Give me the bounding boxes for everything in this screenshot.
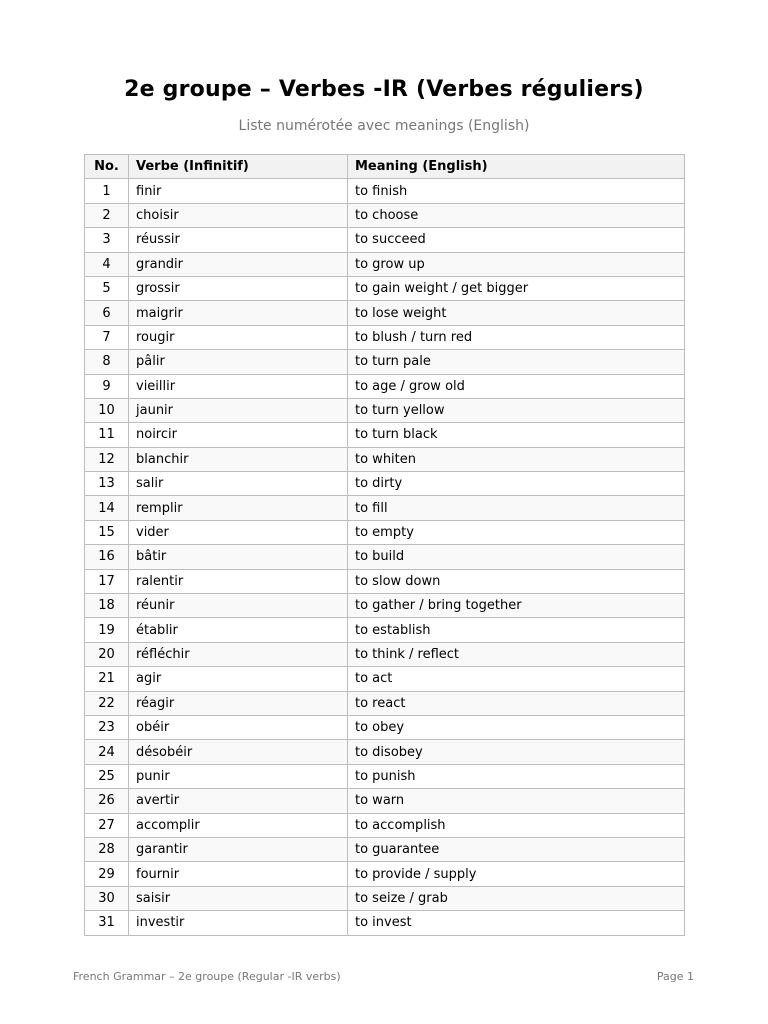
table-row	[85, 398, 685, 422]
table-row	[85, 276, 685, 300]
row-number: 9	[85, 374, 129, 398]
verb-infinitive: grossir	[129, 276, 348, 300]
table-row	[85, 252, 685, 276]
verb-meaning: to warn	[348, 789, 685, 813]
table-row	[85, 715, 685, 739]
table-header-row	[85, 155, 685, 179]
verb-meaning: to whiten	[348, 447, 685, 471]
table-row	[85, 325, 685, 349]
row-number: 6	[85, 301, 129, 325]
page-title: 2e groupe – Verbes -IR (Verbes réguliers)	[124, 77, 644, 102]
verb-infinitive: maigrir	[129, 301, 348, 325]
verb-meaning: to blush / turn red	[348, 325, 685, 349]
row-number: 17	[85, 569, 129, 593]
page-subtitle: Liste numérotée avec meanings (English)	[238, 118, 530, 134]
verb-meaning: to disobey	[348, 740, 685, 764]
table-body	[85, 179, 685, 935]
verb-meaning: to turn pale	[348, 350, 685, 374]
table-row	[85, 667, 685, 691]
row-number: 23	[85, 715, 129, 739]
table-row	[85, 520, 685, 544]
row-number: 24	[85, 740, 129, 764]
row-number: 10	[85, 398, 129, 422]
row-number: 20	[85, 642, 129, 666]
table-row	[85, 594, 685, 618]
verb-infinitive: agir	[129, 667, 348, 691]
table-row	[85, 203, 685, 227]
table-row	[85, 837, 685, 861]
table-row	[85, 545, 685, 569]
verb-infinitive: choisir	[129, 203, 348, 227]
verb-meaning: to obey	[348, 715, 685, 739]
row-number: 11	[85, 423, 129, 447]
table-row	[85, 423, 685, 447]
table-row	[85, 496, 685, 520]
row-number: 29	[85, 862, 129, 886]
verb-meaning: to guarantee	[348, 837, 685, 861]
verb-meaning: to provide / supply	[348, 862, 685, 886]
row-number: 5	[85, 276, 129, 300]
verb-meaning: to turn yellow	[348, 398, 685, 422]
footer-title: French Grammar – 2e groupe (Regular -IR verbs)	[73, 970, 341, 983]
row-number: 31	[85, 911, 129, 935]
verb-meaning: to build	[348, 545, 685, 569]
verb-table	[84, 154, 685, 936]
verb-meaning: to think / reflect	[348, 642, 685, 666]
table-row	[85, 886, 685, 910]
verb-infinitive: réagir	[129, 691, 348, 715]
verb-infinitive: noircir	[129, 423, 348, 447]
table-row	[85, 764, 685, 788]
verb-infinitive: remplir	[129, 496, 348, 520]
verb-meaning: to empty	[348, 520, 685, 544]
verb-meaning: to gain weight / get bigger	[348, 276, 685, 300]
table-row	[85, 301, 685, 325]
verb-meaning: to invest	[348, 911, 685, 935]
table-row	[85, 179, 685, 203]
row-number: 25	[85, 764, 129, 788]
row-number: 4	[85, 252, 129, 276]
row-number: 27	[85, 813, 129, 837]
table-row	[85, 374, 685, 398]
verb-infinitive: ralentir	[129, 569, 348, 593]
verb-infinitive: finir	[129, 179, 348, 203]
row-number: 7	[85, 325, 129, 349]
verb-meaning: to gather / bring together	[348, 594, 685, 618]
row-number: 8	[85, 350, 129, 374]
verb-infinitive: fournir	[129, 862, 348, 886]
row-number: 30	[85, 886, 129, 910]
verb-infinitive: blanchir	[129, 447, 348, 471]
table-row	[85, 350, 685, 374]
table-row	[85, 447, 685, 471]
header-number: No.	[85, 155, 129, 179]
row-number: 15	[85, 520, 129, 544]
verb-infinitive: rougir	[129, 325, 348, 349]
header-meaning: Meaning (English)	[348, 155, 685, 179]
verb-infinitive: investir	[129, 911, 348, 935]
verb-infinitive: vieillir	[129, 374, 348, 398]
row-number: 1	[85, 179, 129, 203]
verb-meaning: to choose	[348, 203, 685, 227]
row-number: 22	[85, 691, 129, 715]
verb-infinitive: salir	[129, 472, 348, 496]
table-row	[85, 228, 685, 252]
verb-infinitive: désobéir	[129, 740, 348, 764]
verb-infinitive: garantir	[129, 837, 348, 861]
verb-meaning: to lose weight	[348, 301, 685, 325]
verb-infinitive: saisir	[129, 886, 348, 910]
row-number: 18	[85, 594, 129, 618]
verb-infinitive: jaunir	[129, 398, 348, 422]
verb-meaning: to slow down	[348, 569, 685, 593]
table-row	[85, 642, 685, 666]
row-number: 28	[85, 837, 129, 861]
table-row	[85, 691, 685, 715]
page-number: Page 1	[656, 970, 694, 983]
row-number: 12	[85, 447, 129, 471]
verb-meaning: to act	[348, 667, 685, 691]
table-row	[85, 789, 685, 813]
verb-infinitive: obéir	[129, 715, 348, 739]
verb-meaning: to react	[348, 691, 685, 715]
verb-meaning: to age / grow old	[348, 374, 685, 398]
verb-meaning: to grow up	[348, 252, 685, 276]
verb-meaning: to accomplish	[348, 813, 685, 837]
row-number: 21	[85, 667, 129, 691]
verb-meaning: to succeed	[348, 228, 685, 252]
verb-infinitive: réfléchir	[129, 642, 348, 666]
verb-infinitive: accomplir	[129, 813, 348, 837]
row-number: 19	[85, 618, 129, 642]
row-number: 16	[85, 545, 129, 569]
row-number: 14	[85, 496, 129, 520]
row-number: 3	[85, 228, 129, 252]
row-number: 26	[85, 789, 129, 813]
verb-infinitive: grandir	[129, 252, 348, 276]
verb-infinitive: vider	[129, 520, 348, 544]
verb-meaning: to finish	[348, 179, 685, 203]
verb-meaning: to seize / grab	[348, 886, 685, 910]
table-row	[85, 740, 685, 764]
table-row	[85, 618, 685, 642]
row-number: 13	[85, 472, 129, 496]
verb-infinitive: réunir	[129, 594, 348, 618]
verb-infinitive: réussir	[129, 228, 348, 252]
verb-meaning: to fill	[348, 496, 685, 520]
header-verb: Verbe (Infinitif)	[129, 155, 348, 179]
table-row	[85, 472, 685, 496]
row-number: 2	[85, 203, 129, 227]
verb-infinitive: établir	[129, 618, 348, 642]
verb-meaning: to turn black	[348, 423, 685, 447]
verb-infinitive: punir	[129, 764, 348, 788]
verb-meaning: to dirty	[348, 472, 685, 496]
table-row	[85, 911, 685, 935]
table-row	[85, 569, 685, 593]
table-row	[85, 862, 685, 886]
verb-infinitive: avertir	[129, 789, 348, 813]
verb-infinitive: bâtir	[129, 545, 348, 569]
table-row	[85, 813, 685, 837]
verb-infinitive: pâlir	[129, 350, 348, 374]
verb-meaning: to establish	[348, 618, 685, 642]
verb-meaning: to punish	[348, 764, 685, 788]
